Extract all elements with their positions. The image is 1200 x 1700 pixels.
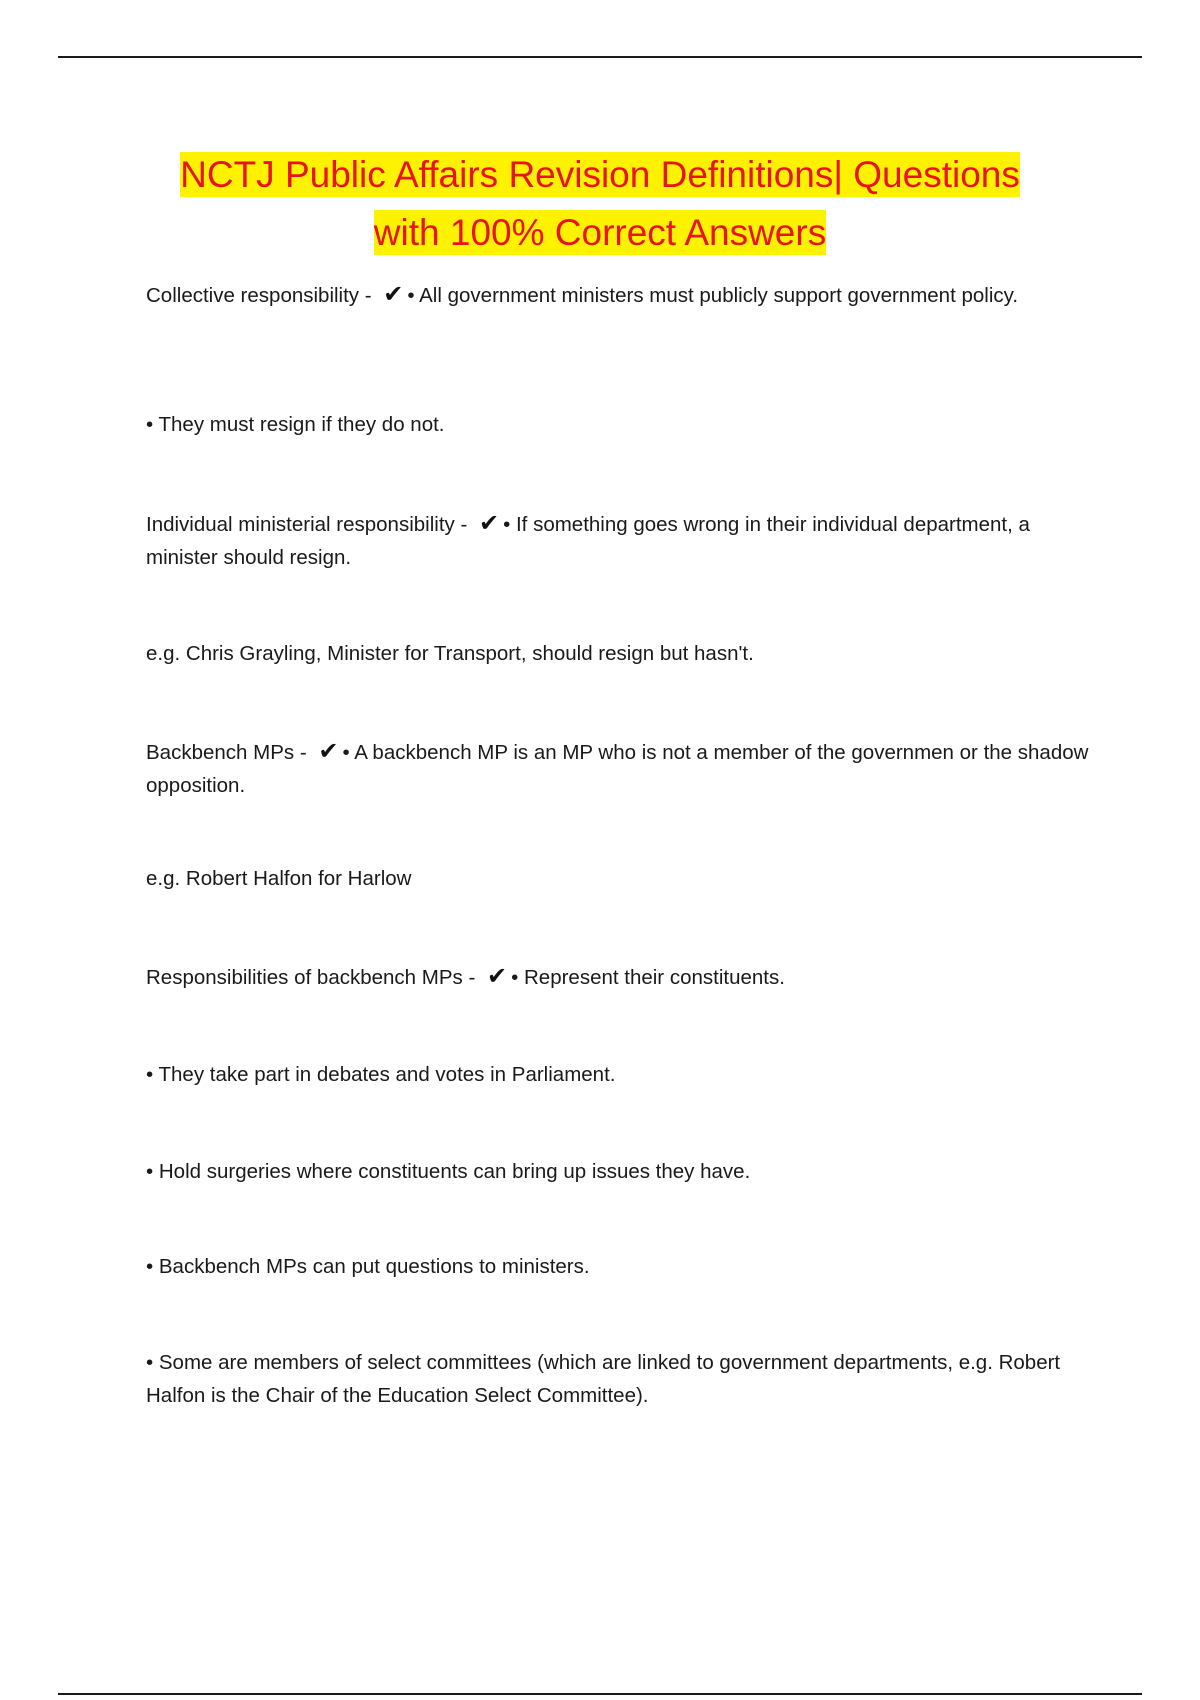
check-icon: ✔: [487, 962, 508, 990]
entry-term: Responsibilities of backbench MPs -: [146, 966, 481, 989]
entry-debates: [146, 1058, 1106, 1091]
entry-text: • They must resign if they do not.: [146, 413, 445, 436]
top-divider: [58, 56, 1142, 58]
check-icon: ✔: [383, 280, 404, 308]
entry-text: • If something goes wrong in their individual department, a minister should resign.: [146, 513, 1030, 569]
entry-text: • Backbench MPs can put questions to ministers.: [146, 1255, 590, 1278]
entry-responsibilities-backbench: [146, 961, 1106, 994]
entry-text: • They take part in debates and votes in Parliament.: [146, 1063, 616, 1086]
entry-questions: [146, 1250, 1106, 1283]
check-icon: ✔: [479, 509, 500, 537]
title-line-1: NCTJ Public Affairs Revision Definitions| Questions: [180, 154, 1020, 195]
entry-example-halfon: [146, 862, 1106, 895]
entry-resign-note: [146, 408, 1106, 441]
entry-text: • Hold surgeries where constituents can bring up issues they have.: [146, 1160, 751, 1183]
entry-individual-ministerial-responsibility: [146, 508, 1106, 574]
entry-text: • Represent their constituents.: [511, 966, 785, 989]
entry-example-grayling: [146, 637, 1106, 670]
entry-text: e.g. Robert Halfon for Harlow: [146, 867, 412, 890]
entry-backbench-mps: [146, 736, 1106, 802]
entry-select-committees: [146, 1346, 1106, 1412]
entry-term: Backbench MPs -: [146, 741, 313, 764]
entry-term: Collective responsibility -: [146, 284, 378, 307]
entry-surgeries: [146, 1155, 1106, 1188]
entry-collective-responsibility: [146, 279, 1106, 312]
title-line-2: with 100% Correct Answers: [373, 212, 827, 253]
entry-text: e.g. Chris Grayling, Minister for Transport, should resign but hasn't.: [146, 642, 754, 665]
entry-text: • Some are members of select committees (which are linked to government departments, e.g. Robert Halfon is the Chair of the Education Select Committee).: [146, 1351, 1061, 1407]
bottom-divider: [58, 1693, 1142, 1695]
check-icon: ✔: [318, 737, 339, 765]
document-title: [100, 146, 1100, 262]
entry-term: Individual ministerial responsibility -: [146, 513, 473, 536]
entry-text: • A backbench MP is an MP who is not a member of the governmen or the shadow opposition.: [146, 741, 1089, 797]
entry-text: • All government ministers must publicly support government policy.: [407, 284, 1019, 307]
